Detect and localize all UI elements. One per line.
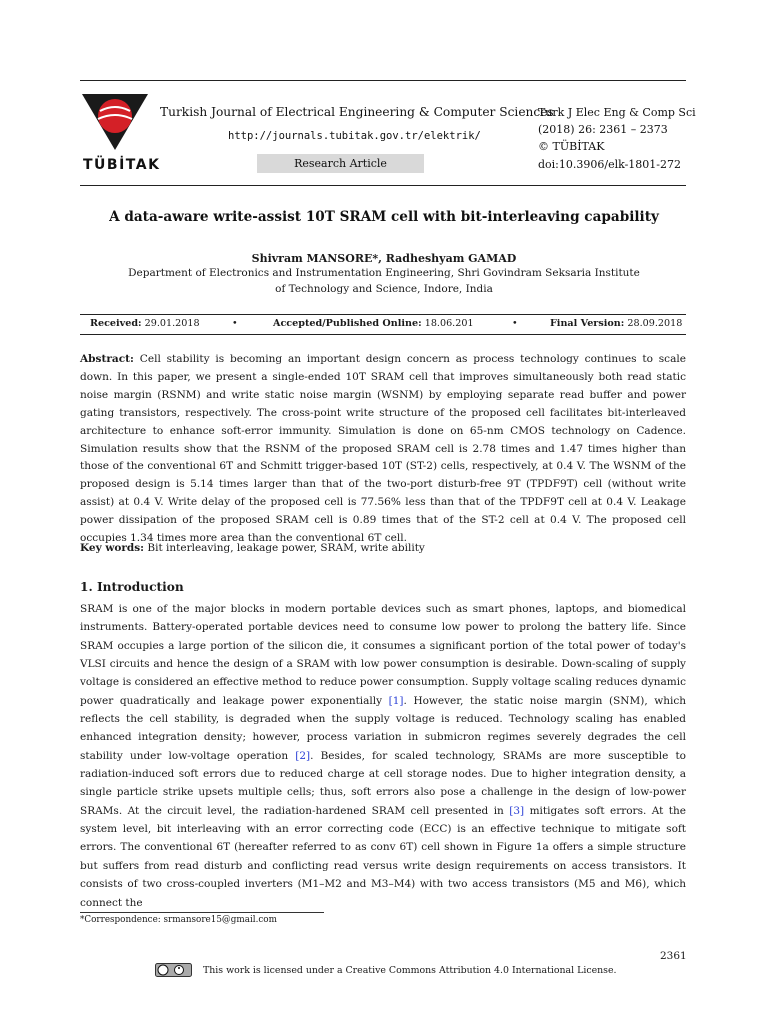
footnote: *Correspondence: srmansore15@gmail.com <box>80 915 277 925</box>
accepted-date <box>273 318 474 329</box>
header-rule <box>80 185 686 186</box>
section-heading: 1. Introduction <box>80 580 184 594</box>
final-date <box>550 318 682 329</box>
keywords <box>80 542 686 554</box>
creative-commons-icon <box>155 963 192 977</box>
footnote-rule <box>80 912 324 913</box>
doi-link[interactable]: doi:10.3906/elk-1801-272 <box>538 157 682 171</box>
accepted-value: 18.06.201 <box>424 318 474 329</box>
citation-link-2[interactable]: [2] <box>295 749 311 762</box>
license-text: This work is licensed under a Creative Commons Attribution 4.0 International License. <box>203 965 617 976</box>
abstract-label: Abstract: <box>80 353 134 365</box>
final-label: Final Version: <box>550 318 625 329</box>
bullet-1: • <box>232 318 238 329</box>
intro-text-4: mitigates soft errors. At the system level, bit interleaving with an error correcting code (ECC) is an effective technique to mitigate soft errors. The conventional 6T (hereafter referred to as conv 6T) cell shown in Figure 1a offers a simple structure but suffers from read disturb and conflicting read versus write design requirements on access transistors. It consists of two cross-coupled inverters (M1–M2 and M3–M4) with two access transistors (M5 and M6), which connect the <box>80 804 686 909</box>
received-value: 29.01.2018 <box>144 318 200 329</box>
journal-name: Turkish Journal of Electrical Engineering & Computer Sciences <box>160 105 554 119</box>
journal-info <box>538 104 696 173</box>
received-date <box>90 318 200 329</box>
intro-text-3: . Besides, for scaled technology, SRAMs are more susceptible to radiation-induced soft errors due to reduced charge at cell storage nodes. Due to higher integration density, a single particle strike upsets multiple cells; thus, soft errors also pose a challenge in the design of low-power SRAMs. At the circuit level, the radiation-hardened SRAM cell presented in <box>80 749 686 817</box>
accepted-label: Accepted/Published Online: <box>273 318 422 329</box>
intro-text-2: . However, the static noise margin (SNM), which reflects the cell stability, is degraded when the supply voltage is reduced. Technology scaling has enabled enhanced integration density; however, process variation in submicron regimes severely degrades the cell stability under low-voltage operation <box>80 694 687 762</box>
dates-bar <box>80 315 686 333</box>
authors: Shivram MANSORE*, Radheshyam GAMAD <box>251 252 517 265</box>
journal-abbrev: Turk J Elec Eng & Comp Sci <box>538 106 696 119</box>
journal-url-link[interactable]: http://journals.tubitak.gov.tr/elektrik/ <box>228 130 481 142</box>
journal-copyright: © TÜBİTAK <box>538 140 605 154</box>
page-number: 2361 <box>660 950 687 962</box>
intro-text-1: SRAM is one of the major blocks in modern portable devices such as smart phones, laptops, and biomedical instruments. Battery-operated portable devices need to consume low power to prolong the battery life. Since SRAM occupies a large portion of the silicon die, it consumes a significant portion of the total power of today's VLSI circuits and hence the design of a SRAM with low power consumption is desirable. Down-scaling of supply voltage is considered an effective method to reduce power consumption. Supply voltage scaling reduces dynamic power quadratically and leakage power exponentially <box>80 603 686 707</box>
final-value: 28.09.2018 <box>627 318 683 329</box>
intro-paragraph <box>80 600 686 912</box>
affiliation-line-1: Department of Electronics and Instrumentation Engineering, Shri Govindram Seksaria Institute <box>128 267 640 279</box>
bullet-2: • <box>512 318 518 329</box>
affiliation <box>0 266 768 297</box>
logo-wordmark: TÜBİTAK <box>83 157 161 173</box>
journal-volume: (2018) 26: 2361 – 2373 <box>538 123 668 137</box>
keywords-text: Bit interleaving, leakage power, SRAM, write ability <box>147 542 425 554</box>
abstract <box>80 351 686 548</box>
citation-link-1[interactable]: [1] <box>388 694 404 707</box>
paper-title: A data-aware write-assist 10T SRAM cell with bit-interleaving capability <box>109 209 659 225</box>
received-label: Received: <box>90 318 142 329</box>
citation-link-3[interactable]: [3] <box>509 804 525 817</box>
dates-rule-bottom <box>80 334 686 335</box>
article-type-label: Research Article <box>257 154 424 173</box>
affiliation-line-2: of Technology and Science, Indore, India <box>275 282 493 295</box>
top-rule <box>80 80 686 81</box>
abstract-text: Cell stability is becoming an important design concern as process technology continues to scale down. In this paper, we present a single-ended 10T SRAM cell that improves simultaneously both read static noise margin (RSNM) and write static noise margin (WSNM) by employing separate read buffer and power gating transistors, respectively. The cross-point write structure of the proposed cell facilitates bit-interleaved architecture to enhance soft-error immunity. Simulation is done on 65-nm CMOS technology on Cadence. Simulation results show that the RSNM of the proposed SRAM cell is 2.78 times and 1.47 times higher than those of the conventional 6T and Schmitt trigger-based 10T (ST-2) cells, respectively, at 0.4 V. The WSNM of the proposed design is 5.14 times larger than that of the two-port disturb-free 9T (TPDF9T) cell (without write assist) at 0.4 V. Write delay of the proposed cell is 77.56% less than that of the TPDF9T cell at 0.4 V. Leakage power dissipation of the proposed SRAM cell is 0.89 times that of the ST-2 cell at 0.4 V. The proposed cell occupies 1.34 times more area than the conventional 6T cell. <box>80 353 686 545</box>
keywords-label: Key words: <box>80 542 145 554</box>
